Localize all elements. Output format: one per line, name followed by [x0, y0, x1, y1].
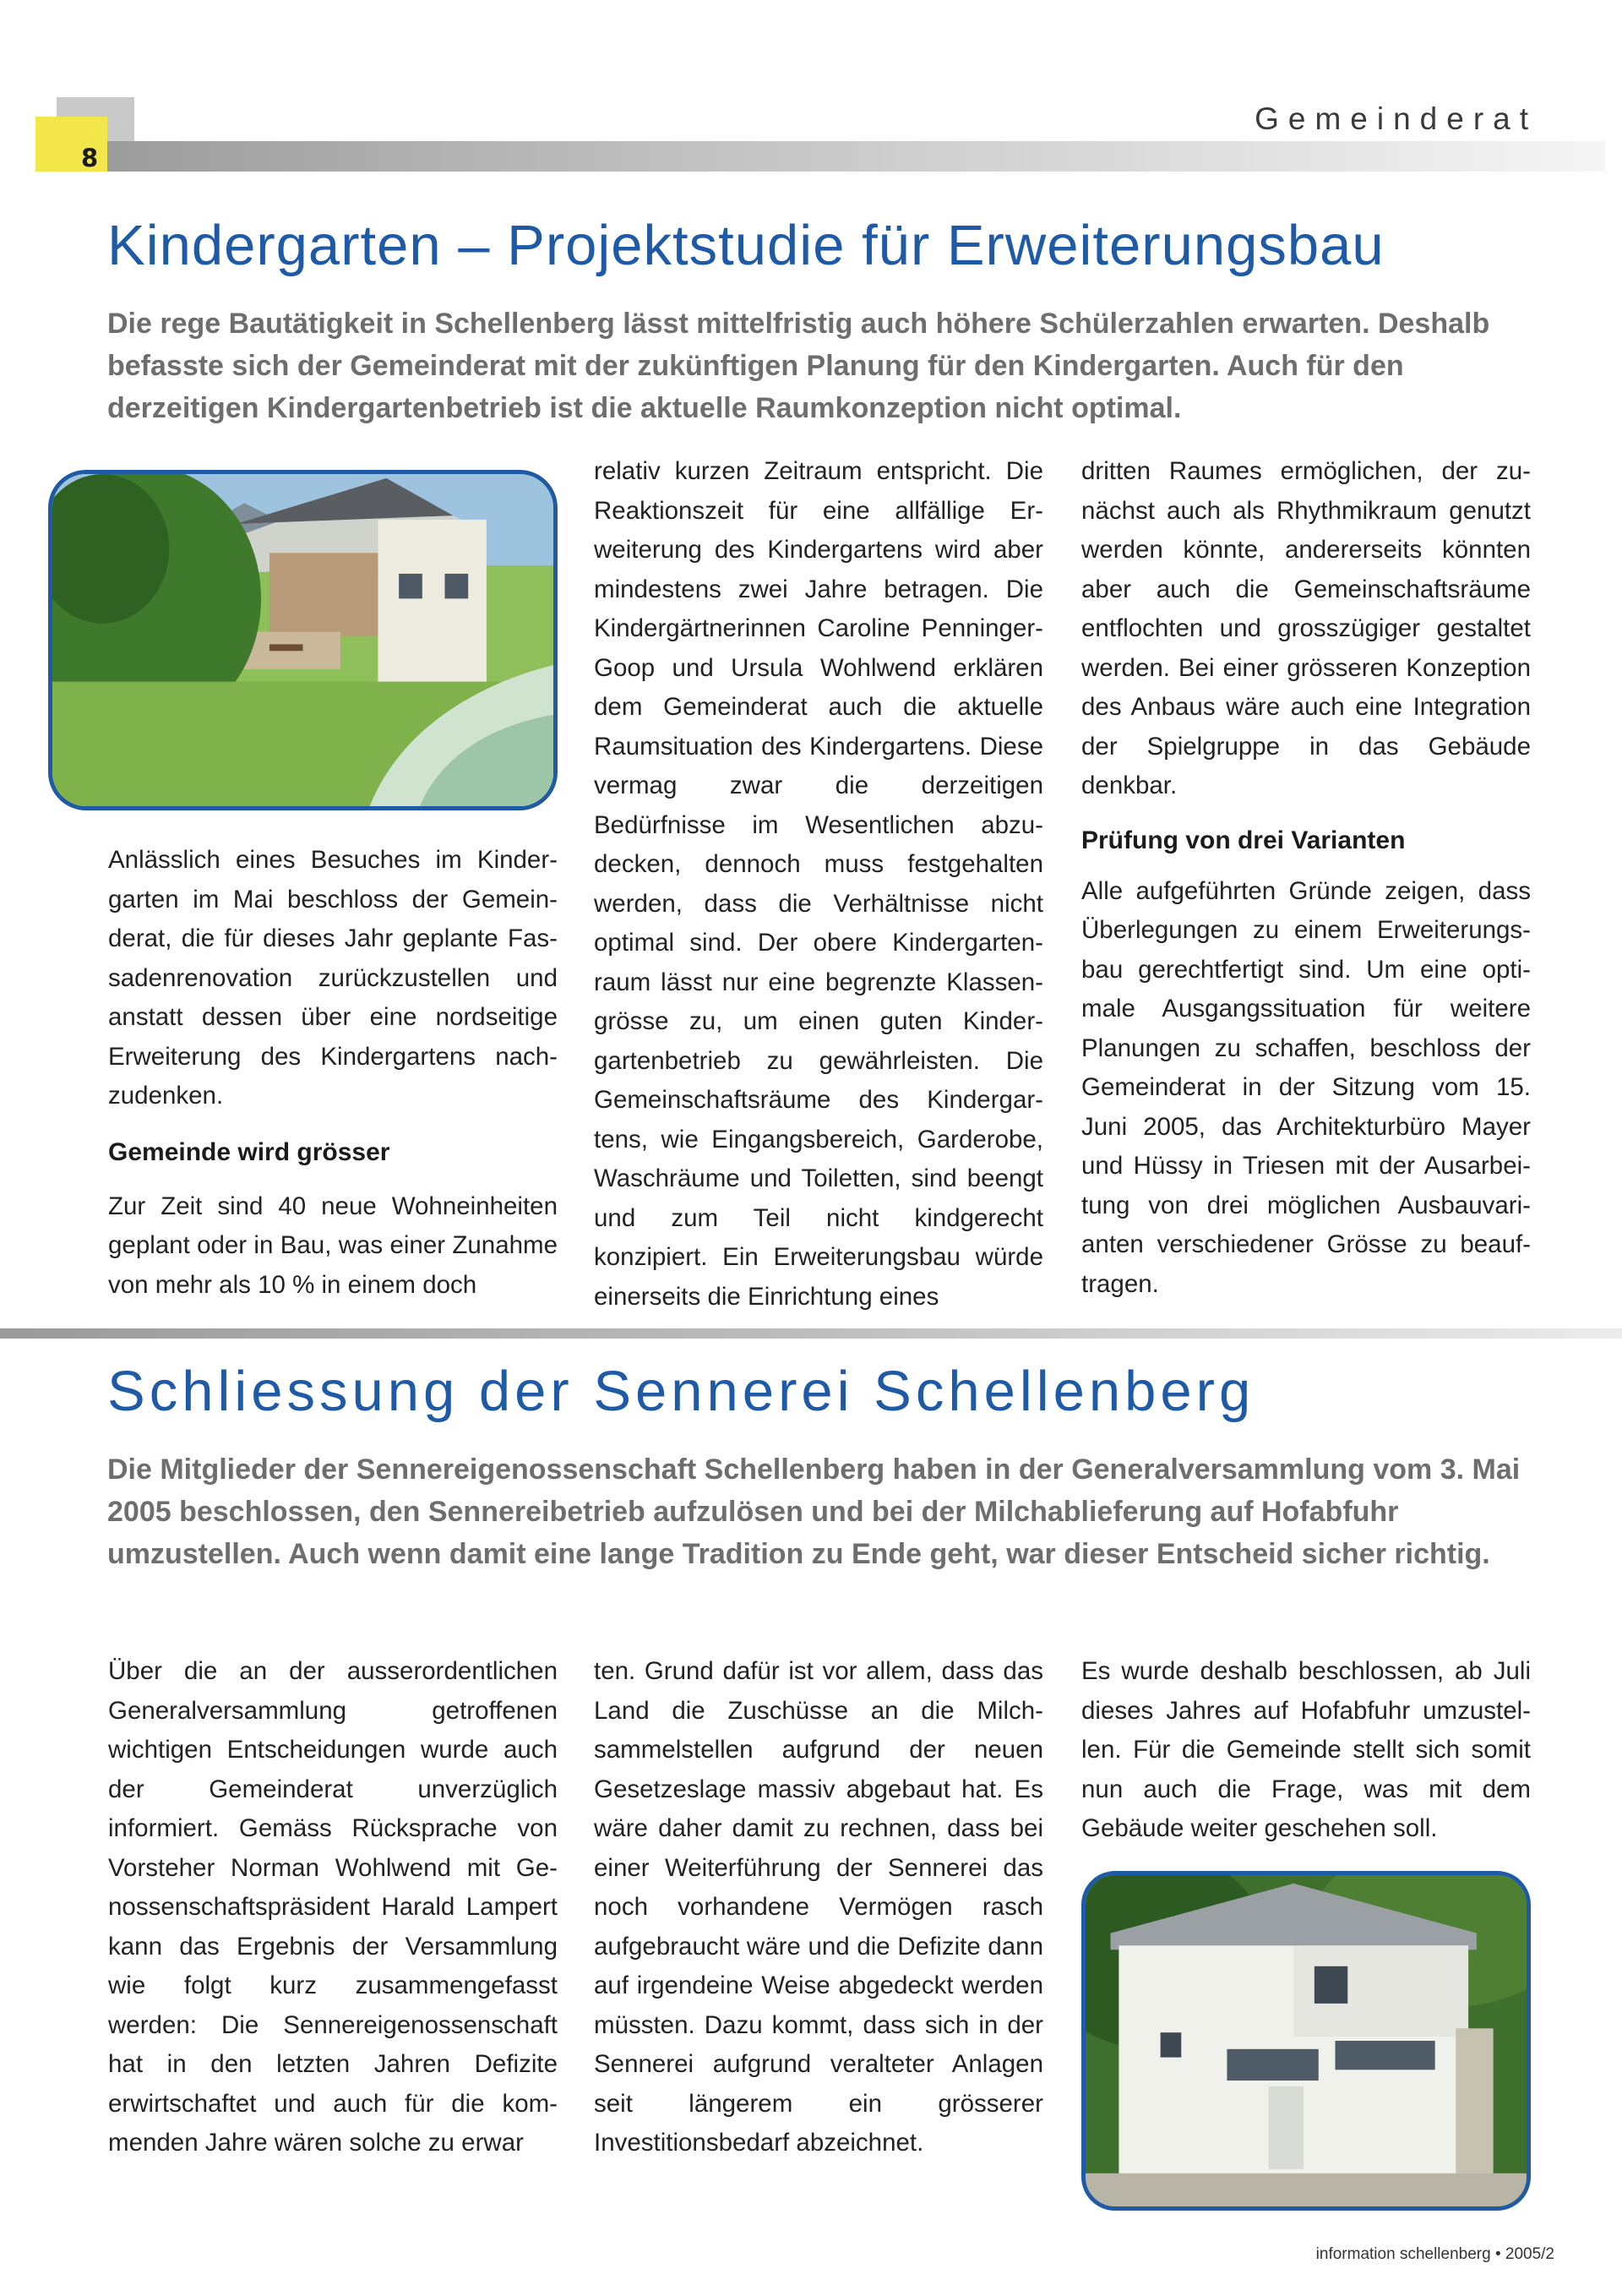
article1-col1-paragraph-1: Anlässlich eines Besuches im Kindergarten im Mai beschloss der Gemeinderat, die für dieses Jahr geplante Fassadenrenovation zurückzustellen und anstatt dessen über eine nordseitige Erweiterung des Kindergartens nachzudenken. — [108, 846, 558, 1110]
section-label: Gemeinderat — [1255, 101, 1538, 136]
article1-subheading-varianten: Prüfung von drei Varianten — [1081, 826, 1406, 854]
article1-title: Kindergarten – Projektstudie für Erweiterungsbau — [107, 214, 1385, 277]
article1-subheading-gemeinde: Gemeinde wird grösser — [108, 1137, 390, 1166]
section-divider-bar — [0, 1328, 1622, 1339]
article1-column-3 — [1081, 452, 1531, 1304]
sennerei-photo-image — [1086, 1875, 1527, 2206]
article2-lead: Die Mitglieder der Sennereigenossenschaft Schellenberg haben in der Generalversammlung vom 3. Mai 2005 beschlossen, den Sennereibetrieb aufzulösen und bei der Milchablieferung auf Hofabfuhr umzustellen. Auch wenn damit eine lange Tradition zu Ende geht, war dieser Entscheid sicher richtig. — [107, 1453, 1521, 1570]
article2-column-2 — [594, 1652, 1043, 2163]
article2-col2-paragraph-1: ten. Grund dafür ist vor allem, dass das Land die Zuschüsse an die Milchsammelstellen aufgrund der neuen Gesetzeslage massiv abgebaut hat. Es wäre daher damit zu rechnen, dass bei einer Weiterführung der Sennerei das noch vorhandene Vermögen rasch aufgebraucht wäre und die Defizite dann auf irgendeine Weise abgedeckt werden müssten. Dazu kommt, dass sich in der Sennerei aufgrund veralteter Anlagen seit längerem ein grösserer Investitionsbedarf abzeichnet. — [594, 1657, 1043, 2157]
article1-col2-paragraph-1: relativ kurzen Zeitraum entspricht. Die Reaktionszeit für eine allfällige Erweiterung des Kindergartens wird aber mindestens zwei Jahre betragen. Die Kindergärtnerinnen Caroline Penninger-Goop und Ursula Wohlwend erklären dem Gemeinderat auch die aktuelle Raumsituation des Kindergartens. Diese vermag zwar die derzeitigen Bedürfnisse im Wesentlichen abzudecken, dennoch muss festgehalten werden, dass die Verhältnisse nicht optimal sind. Der obere Kindergartenraum lässt nur eine begrenzte Klassengrösse zu, um einen guten Kindergartenbetrieb zu gewährleisten. Die Gemeinschaftsräume des Kindergartens, wie Eingangsbereich, Garderobe, Waschräume und Toiletten, sind beengt und zum Teil nicht kindgerecht konzipiert. Ein Erweiterungsbau würde einerseits die Einrichtung eines — [594, 457, 1043, 1311]
page-number: 8 — [81, 144, 99, 172]
article1-column-1 — [108, 841, 558, 1305]
article1-lead: Die rege Bautätigkeit in Schellenberg lässt mittelfristig auch höhere Schülerzahlen erwarten. Deshalb befasste sich der Gemeinderat mit der zukünftigen Planung für den Kindergarten. Auch für den derzeitigen Kindergartenbetrieb ist die aktuelle Raumkonzeption nicht optimal. — [107, 308, 1490, 424]
article2-col1-paragraph-1: Über die an der ausserordentlichen Generalversammlung getroffenen wichtigen Entscheidungen wurde auch der Gemeinderat unverzüglich informiert. Gemäss Rücksprache von Vorsteher Norman Wohlwend mit Genossenschaftspräsident Harald Lampert kann das Ergebnis der Versammlung wie folgt kurz zusammengefasst werden: Die Sennereigenossenschaft hat in den letzten Jahren Defizite erwirtschaftet und auch für die kommenden Jahre wären solche zu erwar — [108, 1657, 558, 2157]
article2-column-1 — [108, 1652, 558, 2163]
footer-publication: information schellenberg • 2005/2 — [1315, 2245, 1554, 2263]
article1-col1-paragraph-2: Zur Zeit sind 40 neue Wohneinheiten geplant oder in Bau, was einer Zunahme von mehr als 10 % in einem doch — [108, 1192, 558, 1299]
article2-title: Schliessung der Sennerei Schellenberg — [107, 1360, 1255, 1423]
kindergarten-photo — [48, 470, 558, 810]
article1-col3-paragraph-2: Alle aufgeführten Gründe zeigen, dass Überlegungen zu einem Erweiterungsbau gerechtfertigt sind. Um eine optimale Ausgangssituation für weitere Planungen zu schaffen, beschloss der Gemeinderat in der Sitzung vom 15. Juni 2005, das Architekturbüro Mayer und Hüssy in Triesen mit der Ausarbeitung von drei möglichen Ausbauvarianten verschiedener Grösse zu beauftragen. — [1081, 876, 1531, 1298]
article1-column-2 — [594, 452, 1043, 1317]
kindergarten-photo-image — [52, 474, 553, 806]
article2-col3-paragraph-1: Es wurde deshalb beschlossen, ab Juli dieses Jahres auf Hofabfuhr umzustellen. Für die Gemeinde stellt sich somit nun auch die Frage, was mit dem Gebäude weiter geschehen soll. — [1081, 1657, 1531, 1842]
article1-col3-paragraph-1: dritten Raumes ermöglichen, der zunächst auch als Rhythmikraum genutzt werden könnte, andererseits könnten aber auch die Gemeinschaftsräume entflochten und grosszügiger gestaltet werden. Bei einer grösseren Konzeption des Anbaus wäre auch eine Integration der Spielgruppe in das Gebäude denkbar. — [1081, 457, 1531, 799]
sennerei-photo — [1081, 1871, 1531, 2211]
article2-column-3 — [1081, 1652, 1531, 1849]
header-bar — [107, 141, 1605, 172]
